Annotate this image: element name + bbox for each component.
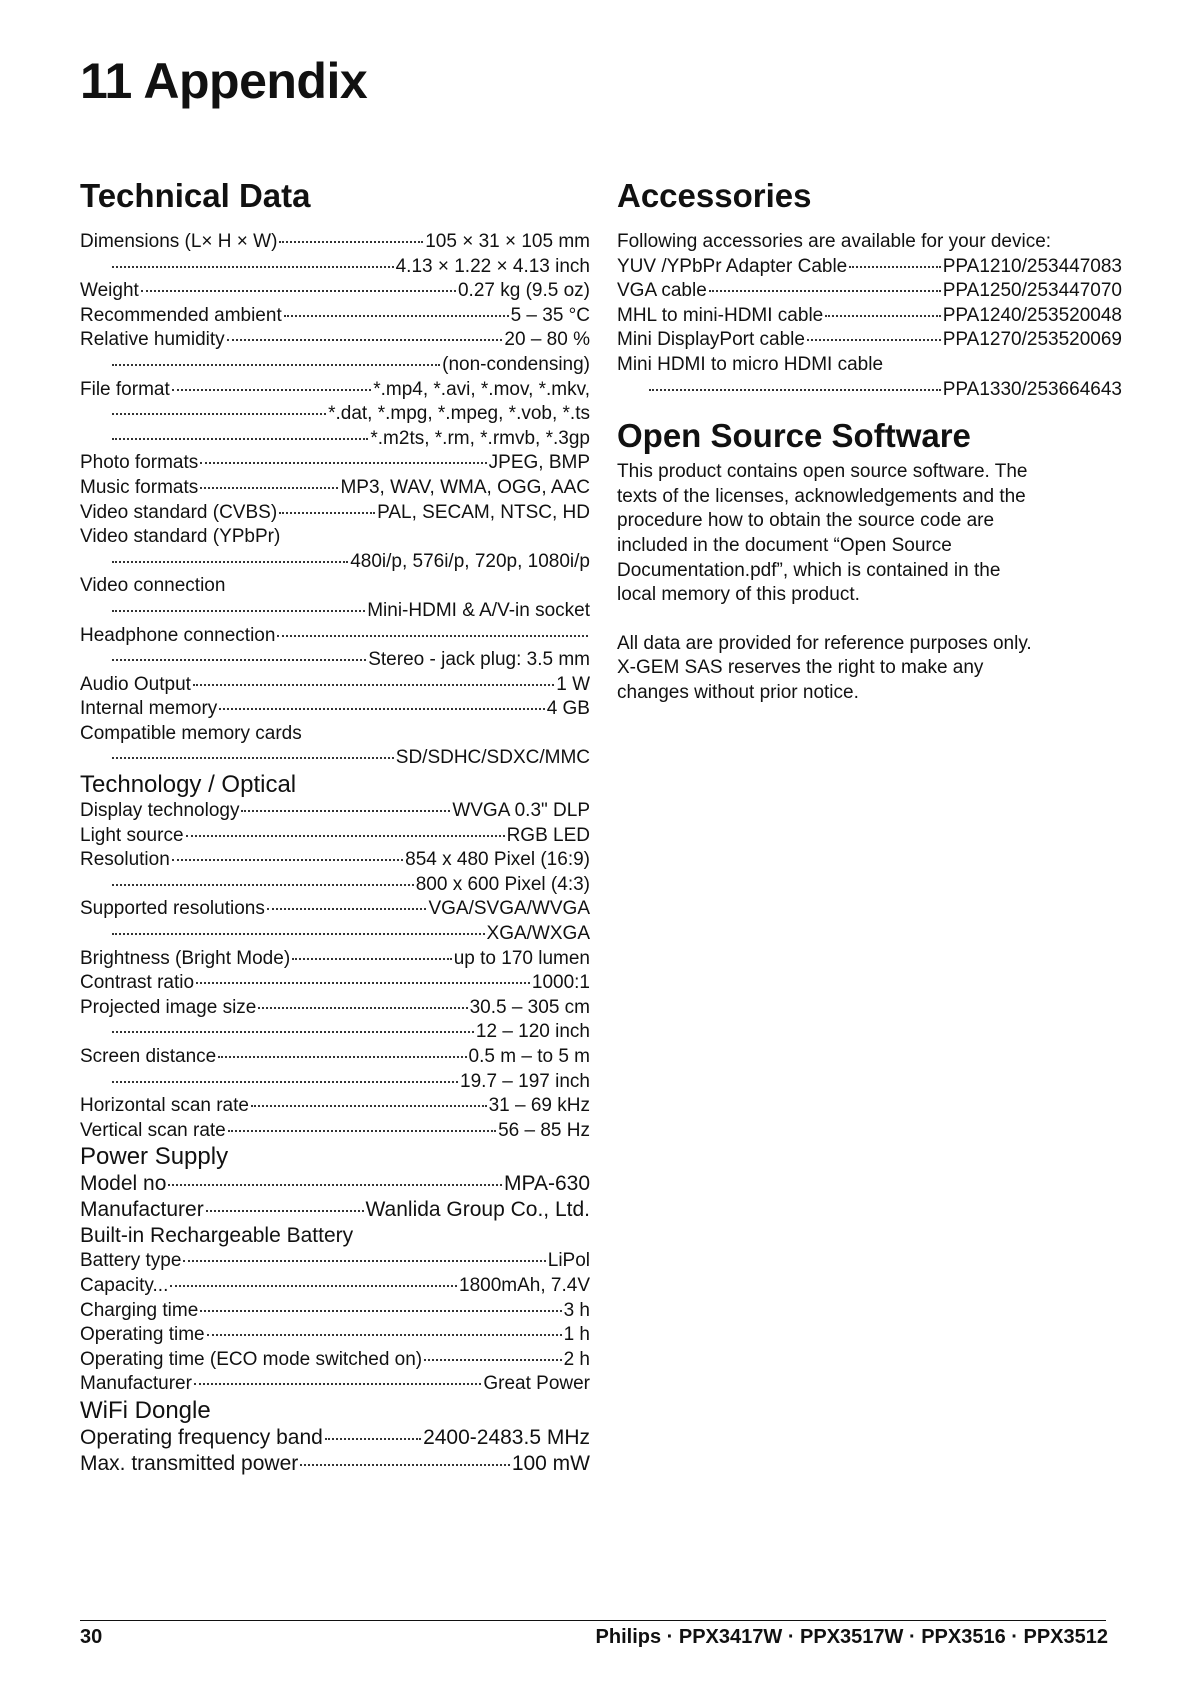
spec-value: (non-condensing) <box>442 353 590 375</box>
dot-leader <box>112 364 440 366</box>
wifi-heading: WiFi Dongle <box>80 1396 211 1424</box>
spec-label: Weight <box>80 280 139 302</box>
paragraph-spacer <box>617 608 1122 632</box>
dot-leader <box>649 389 941 391</box>
spec-row <box>80 476 590 501</box>
spec-value: Wanlida Group Co., Ltd. <box>365 1198 590 1222</box>
spec-value: 19.7 – 197 inch <box>460 1070 590 1092</box>
spec-row <box>80 1425 590 1451</box>
spec-label: Audio Output <box>80 673 191 695</box>
dot-leader <box>170 1285 457 1287</box>
spec-label: Operating time (ECO mode switched on) <box>80 1348 423 1370</box>
technical-data-heading: Technical Data <box>80 177 311 214</box>
spec-label: File format <box>80 378 170 400</box>
spec-row <box>80 922 590 947</box>
spec-label: Max. transmitted power <box>80 1451 299 1475</box>
footer-rule <box>80 1620 1106 1621</box>
spec-value: 4 GB <box>546 698 590 720</box>
text-line: included in the document “Open Source <box>617 534 952 556</box>
left-column <box>80 176 590 1477</box>
spec-label: Manufacturer <box>80 1373 192 1395</box>
dot-leader <box>228 1130 496 1132</box>
spec-value: LiPol <box>547 1250 590 1272</box>
spec-value: PPA1330/253664643 <box>942 378 1122 400</box>
spec-value: 800 x 600 Pixel (4:3) <box>415 873 590 895</box>
spec-row <box>617 255 1122 280</box>
spec-row <box>80 1323 590 1348</box>
spec-row <box>80 1372 590 1397</box>
dot-leader <box>284 315 509 317</box>
spec-value: 0.27 kg (9.5 oz) <box>457 280 590 302</box>
spec-row <box>80 1348 590 1373</box>
dot-leader <box>172 859 403 861</box>
spec-row <box>80 848 590 873</box>
spec-label: Dimensions (L× H × W) <box>80 231 278 252</box>
dot-leader <box>196 982 530 984</box>
spec-value: 4.13 × 1.22 × 4.13 inch <box>395 255 590 277</box>
spec-label: Video standard (YPbPr) <box>80 526 281 548</box>
dot-leader <box>300 1464 510 1466</box>
spec-value: SD/SDHC/SDXC/MMC <box>395 747 590 769</box>
dot-leader <box>112 1031 474 1033</box>
page-title: 11 Appendix <box>80 53 368 109</box>
spec-row <box>80 574 590 599</box>
spec-row <box>80 1249 590 1274</box>
spec-value: *.mp4, *.avi, *.mov, *.mkv, <box>373 378 590 400</box>
spec-row <box>80 1171 590 1197</box>
spec-row <box>80 525 590 550</box>
spec-label: Mini DisplayPort cable <box>617 329 805 351</box>
spec-row <box>80 1094 590 1119</box>
spec-row <box>80 304 590 329</box>
spec-label: Vertical scan rate <box>80 1119 226 1141</box>
text-line: All data are provided for reference purposes only. <box>617 632 1032 654</box>
spec-label: Photo formats <box>80 452 199 474</box>
spec-row <box>80 673 590 698</box>
spec-value: *.m2ts, *.rm, *.rmvb, *.3gp <box>370 427 590 449</box>
spec-label: Video connection <box>80 575 226 597</box>
spec-value: MPA-630 <box>504 1172 590 1196</box>
spec-label: Projected image size <box>80 996 257 1018</box>
power-supply-list <box>80 1171 590 1223</box>
text-line: local memory of this product. <box>617 584 860 606</box>
dot-leader <box>279 241 423 243</box>
dot-leader <box>168 1184 502 1186</box>
spec-row <box>80 824 590 849</box>
battery-heading: Built-in Rechargeable Battery <box>80 1224 354 1248</box>
dot-leader <box>207 1334 562 1336</box>
spec-row <box>80 353 590 378</box>
spec-value: PPA1270/253520069 <box>942 329 1122 351</box>
spec-value: 480i/p, 576i/p, 720p, 1080i/p <box>350 550 590 572</box>
spec-row <box>80 697 590 722</box>
dot-leader <box>258 1007 467 1009</box>
technology-optical-heading: Technology / Optical <box>80 771 297 799</box>
spec-value: 2400-2483.5 MHz <box>423 1425 590 1449</box>
spec-value: up to 170 lumen <box>453 947 590 969</box>
spec-value: 0.5 m – to 5 m <box>468 1046 590 1067</box>
dot-leader <box>241 810 450 812</box>
spec-row <box>80 873 590 898</box>
spec-value: JPEG, BMP <box>488 452 590 474</box>
dot-leader <box>227 339 503 341</box>
dot-leader <box>849 266 940 268</box>
dot-leader <box>807 339 941 341</box>
spec-row <box>617 279 1122 304</box>
spec-label: Supported resolutions <box>80 898 265 920</box>
technology-optical-list <box>80 799 590 1143</box>
spec-label: VGA cable <box>617 280 707 302</box>
spec-row <box>80 746 590 771</box>
spec-value: 56 – 85 Hz <box>498 1119 590 1141</box>
dot-leader <box>112 438 368 440</box>
open-source-text <box>617 460 1122 608</box>
spec-label: Charging time <box>80 1299 199 1321</box>
spec-row <box>80 799 590 824</box>
dot-leader <box>112 266 394 268</box>
spec-label: Recommended ambient <box>80 304 282 326</box>
spec-value: Stereo - jack plug: 3.5 mm <box>368 649 590 671</box>
spec-value: 105 × 31 × 105 mm <box>425 231 590 252</box>
spec-label: Contrast ratio <box>80 972 195 994</box>
spec-row <box>80 230 590 255</box>
dot-leader <box>424 1359 561 1361</box>
spec-row <box>80 451 590 476</box>
spec-label: Relative humidity <box>80 329 225 351</box>
spec-value: 3 h <box>563 1299 590 1321</box>
dot-leader <box>206 1210 364 1212</box>
spec-label: Horizontal scan rate <box>80 1095 249 1117</box>
spec-row <box>80 1070 590 1095</box>
spec-value: PAL, SECAM, NTSC, HD <box>377 501 590 523</box>
text-line: procedure how to obtain the source code are <box>617 510 995 532</box>
spec-row <box>80 550 590 575</box>
dot-leader <box>183 1260 545 1262</box>
spec-value: MP3, WAV, WMA, OGG, AAC <box>340 476 590 498</box>
spec-row <box>80 378 590 403</box>
spec-label: Internal memory <box>80 698 218 720</box>
footer-brand: Philips · PPX3417W · PPX3517W · PPX3516 · PPX3512 <box>595 1626 1108 1648</box>
dot-leader <box>325 1438 421 1440</box>
dot-leader <box>267 908 427 910</box>
spec-label: Video standard (CVBS) <box>80 501 278 523</box>
dot-leader <box>112 884 414 886</box>
spec-label: Music formats <box>80 476 199 498</box>
text-line: Documentation.pdf”, which is contained in the <box>617 559 1001 581</box>
spec-label: Compatible memory cards <box>80 722 302 744</box>
spec-label: Headphone connection <box>80 624 276 646</box>
spec-row <box>80 897 590 922</box>
dot-leader <box>172 389 371 391</box>
open-source-heading: Open Source Software <box>617 417 971 455</box>
spec-row <box>80 501 590 526</box>
spec-row <box>80 402 590 427</box>
spec-label: Operating frequency band <box>80 1425 323 1449</box>
spec-row <box>617 304 1122 329</box>
spec-value: PPA1240/253520048 <box>942 304 1122 326</box>
dot-leader <box>112 1081 458 1083</box>
spec-label: Resolution <box>80 849 170 871</box>
spec-row <box>80 1197 590 1223</box>
spec-row <box>80 971 590 996</box>
spec-label: YUV /YPbPr Adapter Cable <box>617 255 848 277</box>
accessories-intro: Following accessories are available for your device: <box>617 231 1052 252</box>
spec-label: Screen distance <box>80 1046 217 1067</box>
spec-value: 1 h <box>563 1324 590 1346</box>
text-line: changes without prior notice. <box>617 681 859 703</box>
spec-value: VGA/SVGA/WVGA <box>428 898 590 920</box>
spec-row <box>80 328 590 353</box>
spec-row <box>617 353 1122 378</box>
dot-leader <box>112 413 326 415</box>
spec-row <box>80 648 590 673</box>
dot-leader <box>112 659 366 661</box>
spec-label: Model no <box>80 1172 167 1196</box>
dot-leader <box>277 635 588 637</box>
technical-data-list <box>80 230 590 771</box>
dot-leader <box>709 290 941 292</box>
dot-leader <box>112 757 394 759</box>
right-column <box>617 176 1122 706</box>
spec-row <box>617 328 1122 353</box>
page-number: 30 <box>80 1626 103 1648</box>
spec-label: MHL to mini-HDMI cable <box>617 304 824 326</box>
spec-label: Light source <box>80 824 184 846</box>
spec-value: 1800mAh, 7.4V <box>459 1274 590 1296</box>
dot-leader <box>112 561 348 563</box>
spec-value: Mini-HDMI & A/V-in socket <box>367 599 590 621</box>
spec-label: Display technology <box>80 800 240 822</box>
spec-value: *.dat, *.mpg, *.mpeg, *.vob, *.ts <box>328 403 590 425</box>
spec-row <box>617 378 1122 403</box>
spec-value: RGB LED <box>506 824 590 846</box>
battery-list <box>80 1249 590 1397</box>
spec-row <box>80 624 590 649</box>
spec-value: 100 mW <box>511 1451 590 1475</box>
accessories-heading: Accessories <box>617 177 812 214</box>
spec-row <box>80 279 590 304</box>
dot-leader <box>218 1056 466 1058</box>
dot-leader <box>200 1310 561 1312</box>
spec-value: WVGA 0.3" DLP <box>452 800 590 822</box>
spec-row <box>80 1119 590 1144</box>
dot-leader <box>112 933 485 935</box>
spec-row <box>80 996 590 1021</box>
spec-row <box>80 947 590 972</box>
spec-value: PPA1210/253447083 <box>942 255 1122 277</box>
power-supply-heading: Power Supply <box>80 1143 229 1171</box>
dot-leader <box>200 487 338 489</box>
spec-label: Mini HDMI to micro HDMI cable <box>617 353 884 375</box>
spec-value: 1 W <box>556 673 590 695</box>
spec-value: PPA1250/253447070 <box>942 280 1122 302</box>
notice-text <box>617 632 1122 706</box>
spec-row <box>80 1451 590 1477</box>
spec-label: Operating time <box>80 1324 205 1346</box>
dot-leader <box>825 315 941 317</box>
spec-value: XGA/WXGA <box>486 923 590 945</box>
spec-value: 854 x 480 Pixel (16:9) <box>405 849 590 871</box>
dot-leader <box>279 512 375 514</box>
accessories-list <box>617 255 1122 403</box>
spec-row <box>80 427 590 452</box>
dot-leader <box>112 610 365 612</box>
spec-value: 31 – 69 kHz <box>488 1095 590 1117</box>
spec-row <box>80 1274 590 1299</box>
spec-label: Manufacturer <box>80 1198 204 1222</box>
dot-leader <box>219 708 544 710</box>
dot-leader <box>193 684 554 686</box>
dot-leader <box>292 958 452 960</box>
dot-leader <box>200 462 486 464</box>
spec-value: Great Power <box>483 1373 590 1395</box>
text-line: This product contains open source software. The <box>617 461 1028 483</box>
spec-row <box>80 722 590 747</box>
dot-leader <box>194 1383 481 1385</box>
dot-leader <box>141 290 456 292</box>
wifi-list <box>80 1425 590 1477</box>
dot-leader <box>186 835 505 837</box>
spec-row <box>80 255 590 280</box>
text-line: X-GEM SAS reserves the right to make any <box>617 657 984 679</box>
spec-value: 12 – 120 inch <box>475 1021 590 1043</box>
text-line: texts of the licenses, acknowledgements and the <box>617 485 1026 507</box>
spec-row <box>80 599 590 624</box>
dot-leader <box>251 1105 487 1107</box>
spec-row <box>80 1020 590 1045</box>
spec-value: 30.5 – 305 cm <box>469 996 590 1018</box>
spec-value: 2 h <box>563 1348 590 1370</box>
spec-label: Capacity... <box>80 1274 169 1296</box>
spec-row <box>80 1045 590 1070</box>
spec-value: 5 – 35 °C <box>510 304 590 326</box>
spec-row <box>80 1299 590 1324</box>
spec-value: 1000:1 <box>531 972 590 994</box>
spec-value: 20 – 80 % <box>504 329 590 351</box>
spec-label: Battery type <box>80 1250 182 1272</box>
spec-label: Brightness (Bright Mode) <box>80 947 291 969</box>
